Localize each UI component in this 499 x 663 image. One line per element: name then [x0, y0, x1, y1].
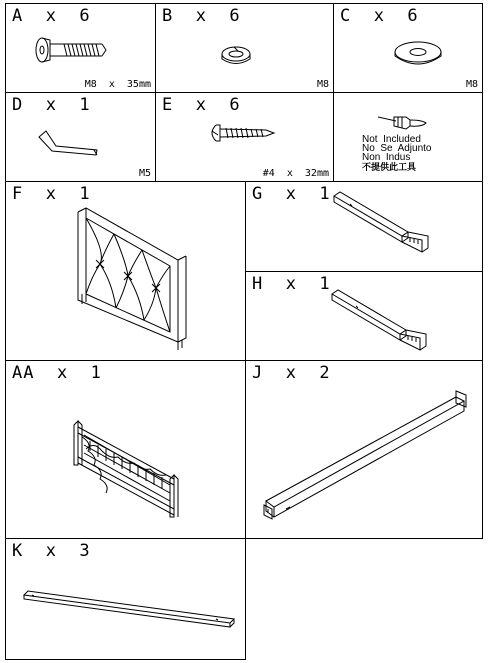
headboard-panel-icon	[6, 182, 247, 362]
note-spanish: No Se Adjunto	[362, 143, 432, 154]
part-e-cell	[155, 92, 334, 182]
allen-key-icon	[6, 93, 157, 183]
part-j-cell	[245, 360, 483, 539]
part-j-label: J x 2	[252, 363, 331, 383]
part-h-label: H x 1	[252, 274, 331, 294]
part-c-label: C x 6	[340, 6, 419, 26]
tool-not-included-note	[362, 135, 432, 172]
part-f-label: F x 1	[12, 184, 91, 204]
part-d-spec: M5	[138, 168, 151, 179]
part-a-label: A x 6	[12, 6, 91, 26]
part-aa-label: AA x 1	[12, 363, 102, 383]
part-b-label: B x 6	[162, 6, 241, 26]
part-k-cell	[5, 538, 246, 660]
tool-cell	[333, 92, 483, 182]
note-english: Not Included	[362, 134, 421, 145]
part-d-label: D x 1	[12, 95, 91, 115]
part-c-spec: M8	[465, 79, 478, 90]
long-rail-icon	[246, 361, 484, 540]
part-a-spec: M8 x 35mm	[84, 79, 151, 90]
part-e-label: E x 6	[162, 95, 241, 115]
slat-icon	[6, 539, 247, 661]
part-e-spec: #4 x 32mm	[262, 168, 329, 179]
part-g-cell	[245, 181, 483, 272]
part-a-cell	[5, 3, 156, 93]
part-f-cell	[5, 181, 246, 361]
part-b-spec: M8	[316, 79, 329, 90]
flat-washer-icon	[334, 4, 484, 94]
side-rail-icon	[246, 272, 484, 362]
spring-washer-icon	[156, 4, 335, 94]
part-h-cell	[245, 271, 483, 361]
side-rail-icon	[246, 182, 484, 273]
part-b-cell	[155, 3, 334, 93]
note-french: Non Indus	[362, 152, 411, 163]
note-chinese: 不提供此工具	[362, 162, 417, 172]
part-k-label: K x 3	[12, 541, 91, 561]
footboard-panel-icon	[6, 361, 247, 540]
part-d-cell	[5, 92, 156, 182]
part-c-cell	[333, 3, 483, 93]
part-g-label: G x 1	[252, 184, 331, 204]
part-aa-cell	[5, 360, 246, 539]
